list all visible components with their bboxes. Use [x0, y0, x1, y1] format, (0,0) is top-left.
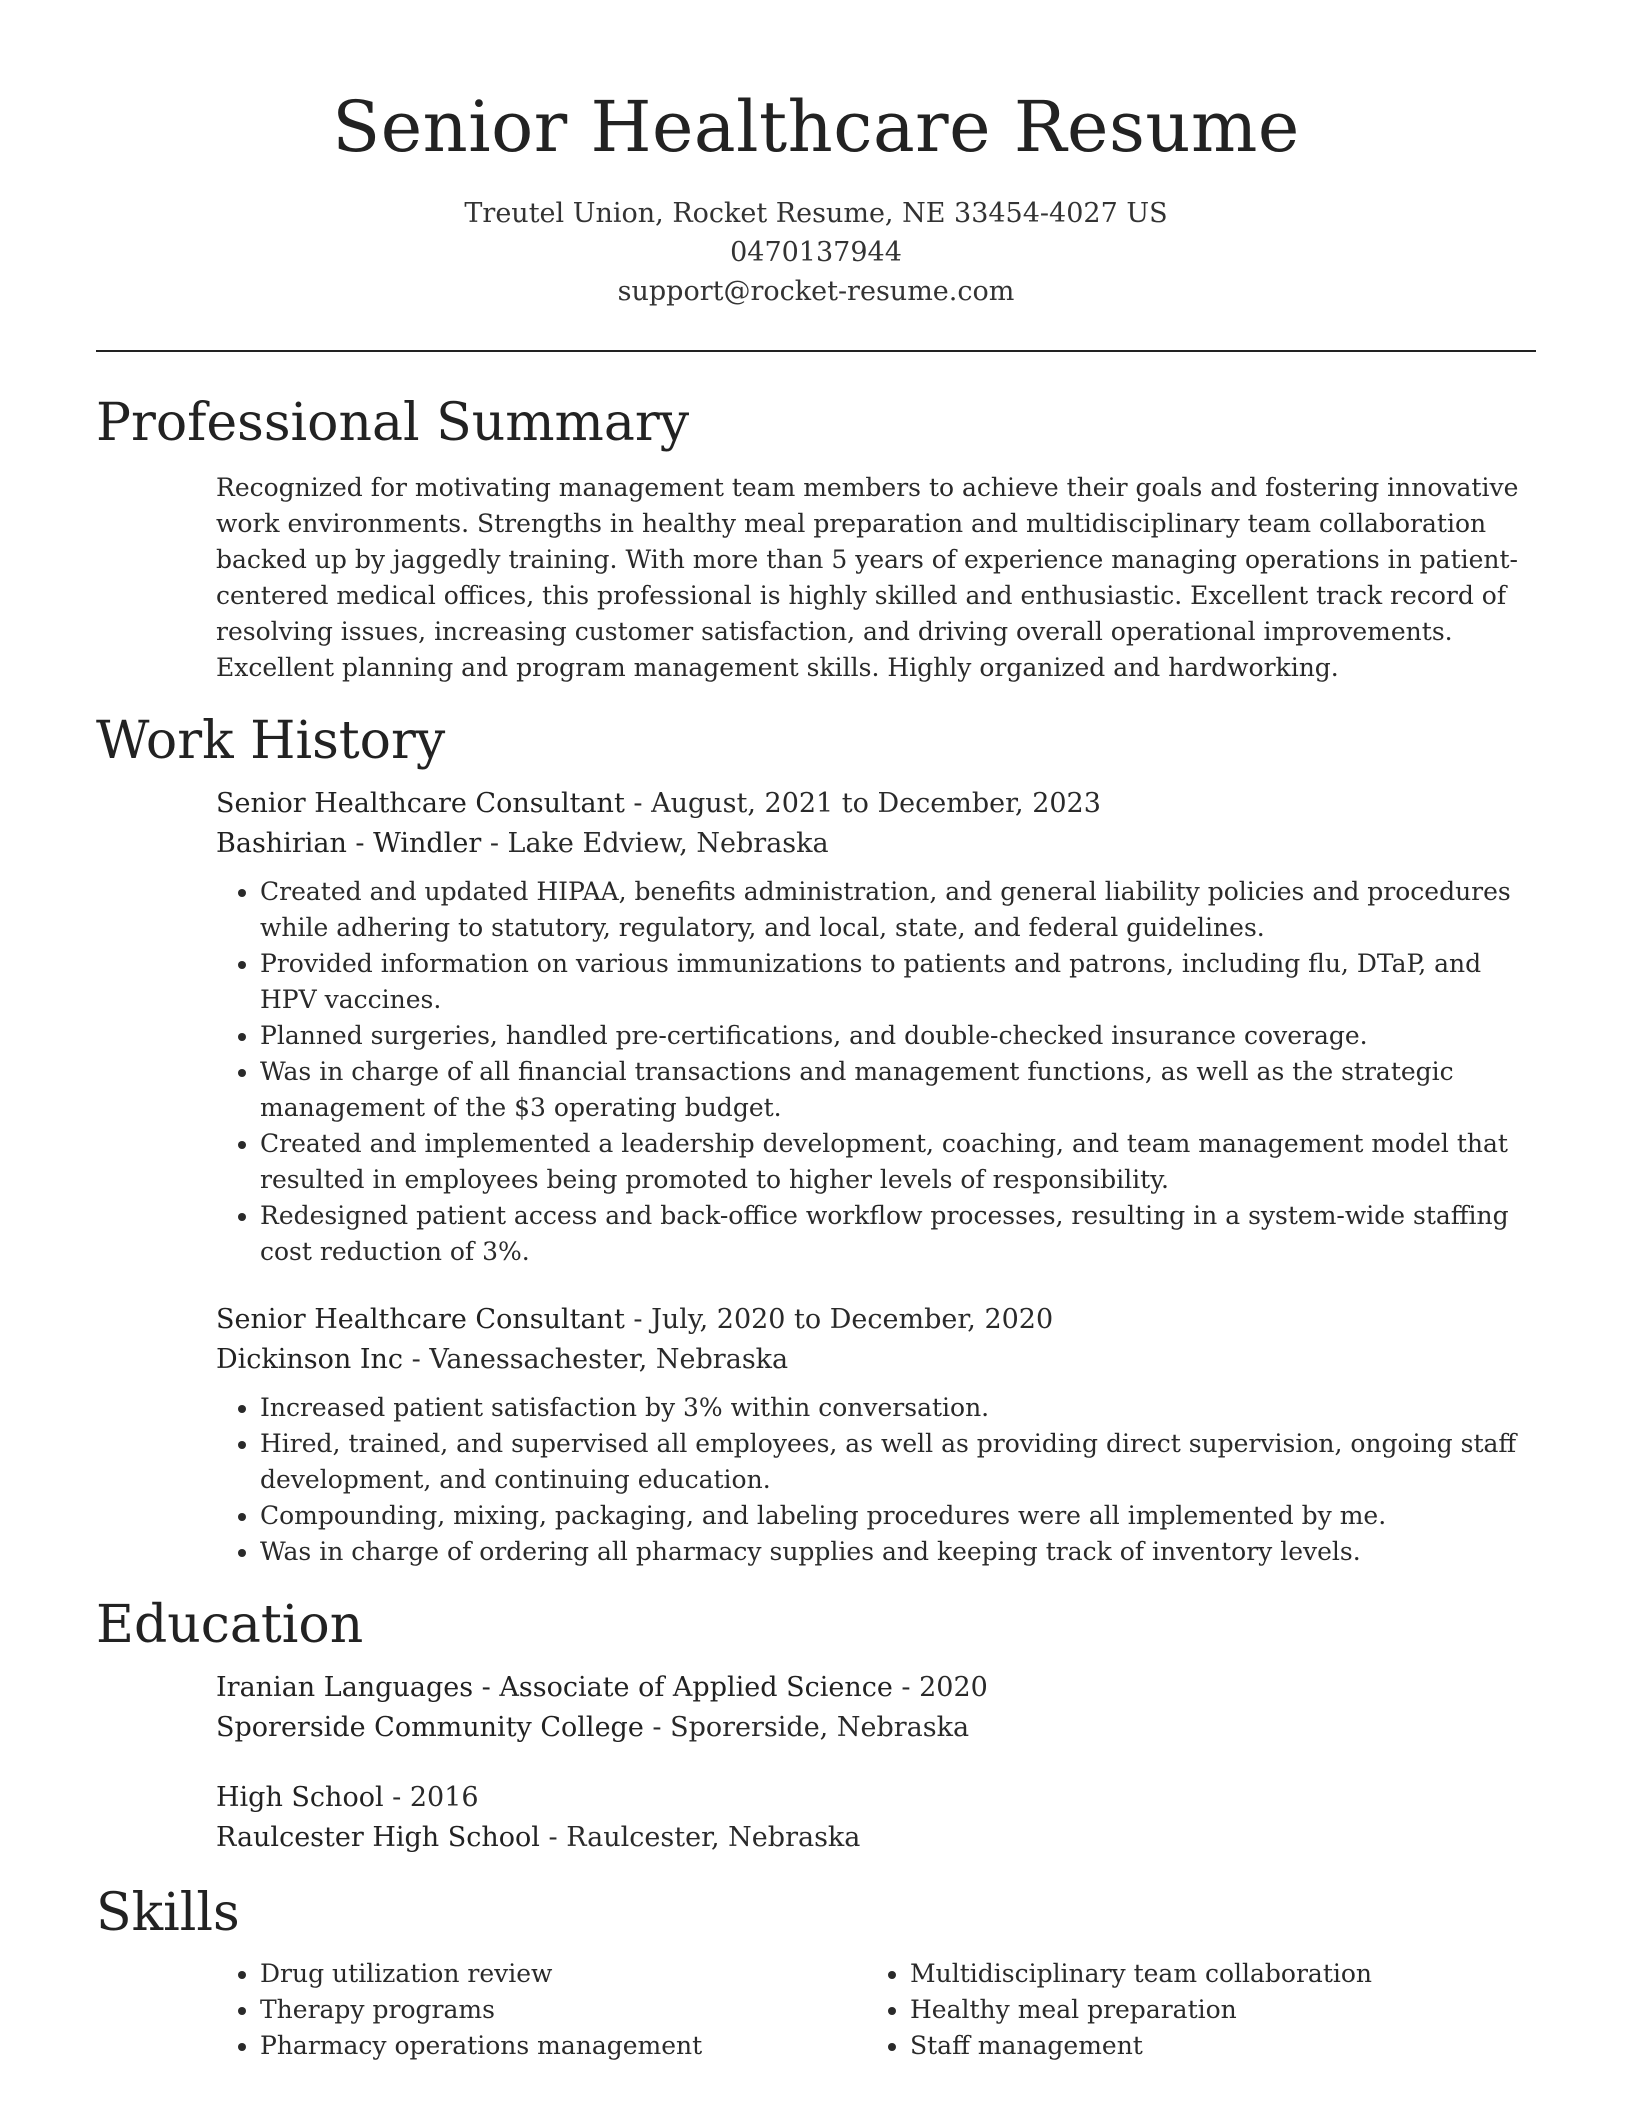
school-line	[216, 1818, 1526, 1858]
education-section	[96, 1594, 1536, 1858]
job-entry	[216, 784, 1526, 1270]
job-location: - Vanessachester, Nebraska	[403, 1344, 789, 1375]
job-dates: - July, 2020 to December, 2020	[624, 1304, 1054, 1335]
degree-year: - 2020	[892, 1672, 988, 1703]
education-entry	[216, 1668, 1526, 1748]
phone-text: 0470137944	[730, 237, 902, 268]
job-title-line	[216, 1300, 1526, 1340]
summary-section	[96, 392, 1536, 686]
contact-info	[96, 194, 1536, 311]
header-divider	[96, 350, 1536, 352]
list-item: • Staff management	[910, 2028, 1516, 2064]
work-history-section	[96, 710, 1536, 1570]
degree-year: - 2016	[383, 1782, 479, 1813]
skills-list	[216, 1956, 866, 2064]
list-item: • Therapy programs	[260, 1992, 866, 2028]
list-item: • Created and implemented a leadership development, coaching, and team management model that resulted in employees being promoted to higher levels of responsibility.	[260, 1126, 1526, 1198]
job-entry	[216, 1300, 1526, 1570]
work-history-heading: Work History	[96, 711, 446, 771]
degree-line	[216, 1668, 1526, 1708]
list-item: • Provided information on various immunizations to patients and patrons, including flu, DTaP, and HPV vaccines.	[260, 946, 1526, 1018]
school-location: - Raulcester, Nebraska	[539, 1822, 861, 1853]
resume-page	[96, 0, 1536, 2064]
skills-section	[96, 1882, 1536, 2064]
school: Raulcester High School	[216, 1822, 540, 1853]
summary-text: Recognized for motivating management team members to achieve their goals and fostering innovative work environments. Strengths in healthy meal preparation and multidisciplinary team collaboration backed up by jaggedly training. With more than 5 years of experience managing operations in patient-centered medical offices, this professional is highly skilled and enthusiastic. Excellent track record of resolving issues, increasing customer satisfaction, and driving overall operational improvements. Excellent planning and program management skills. Highly organized and hardworking.	[216, 473, 1519, 682]
skills-list	[866, 1956, 1516, 2064]
education-entry	[216, 1778, 1526, 1858]
education-heading: Education	[96, 1595, 364, 1655]
school-location: - Sporerside, Nebraska	[643, 1712, 970, 1743]
email-text: support@rocket-resume.com	[617, 276, 1015, 307]
job-location: - Lake Edview, Nebraska	[481, 828, 829, 859]
school-line	[216, 1708, 1526, 1748]
summary-heading: Professional Summary	[96, 393, 690, 453]
resume-title: Senior Healthcare Resume	[332, 86, 1300, 168]
job-bullets	[216, 1390, 1526, 1570]
list-item: • Healthy meal preparation	[910, 1992, 1516, 2028]
job-dates: - August, 2021 to December, 2023	[624, 788, 1101, 819]
list-item: • Pharmacy operations management	[260, 2028, 866, 2064]
job-title: Senior Healthcare Consultant	[216, 1304, 625, 1335]
job-company: Bashirian - Windler	[216, 828, 482, 859]
list-item: • Created and updated HIPAA, benefits administration, and general liability policies and procedures while adhering to statutory, regulatory, and local, state, and federal guidelines.	[260, 874, 1526, 946]
school: Sporerside Community College	[216, 1712, 644, 1743]
list-item: • Compounding, mixing, packaging, and labeling procedures were all implemented by me.	[260, 1498, 1526, 1534]
address-text: Treutel Union, Rocket Resume, NE 33454-4027 US	[464, 198, 1168, 229]
job-bullets	[216, 874, 1526, 1270]
list-item: • Increased patient satisfaction by 3% within conversation.	[260, 1390, 1526, 1426]
degree: High School	[216, 1782, 384, 1813]
list-item: • Drug utilization review	[260, 1956, 866, 1992]
skills-grid	[216, 1956, 1526, 2064]
job-title-line	[216, 784, 1526, 824]
job-company-line	[216, 824, 1526, 864]
job-title: Senior Healthcare Consultant	[216, 788, 625, 819]
skills-heading: Skills	[96, 1883, 240, 1943]
skills-column-right	[866, 1956, 1516, 2064]
job-company: Dickinson Inc	[216, 1344, 404, 1375]
list-item: • Was in charge of ordering all pharmacy supplies and keeping track of inventory levels.	[260, 1534, 1526, 1570]
degree: Iranian Languages - Associate of Applied Science	[216, 1672, 893, 1703]
list-item: • Was in charge of all financial transactions and management functions, as well as the strategic management of the $3 operating budget.	[260, 1054, 1526, 1126]
list-item: • Redesigned patient access and back-office workflow processes, resulting in a system-wide staffing cost reduction of 3%.	[260, 1198, 1526, 1270]
list-item: • Planned surgeries, handled pre-certifications, and double-checked insurance coverage.	[260, 1018, 1526, 1054]
skills-column-left	[216, 1956, 866, 2064]
resume-header	[96, 0, 1536, 311]
list-item: • Multidisciplinary team collaboration	[910, 1956, 1516, 1992]
degree-line	[216, 1778, 1526, 1818]
job-company-line	[216, 1340, 1526, 1380]
list-item: • Hired, trained, and supervised all employees, as well as providing direct supervision, ongoing staff development, and continuing education.	[260, 1426, 1526, 1498]
